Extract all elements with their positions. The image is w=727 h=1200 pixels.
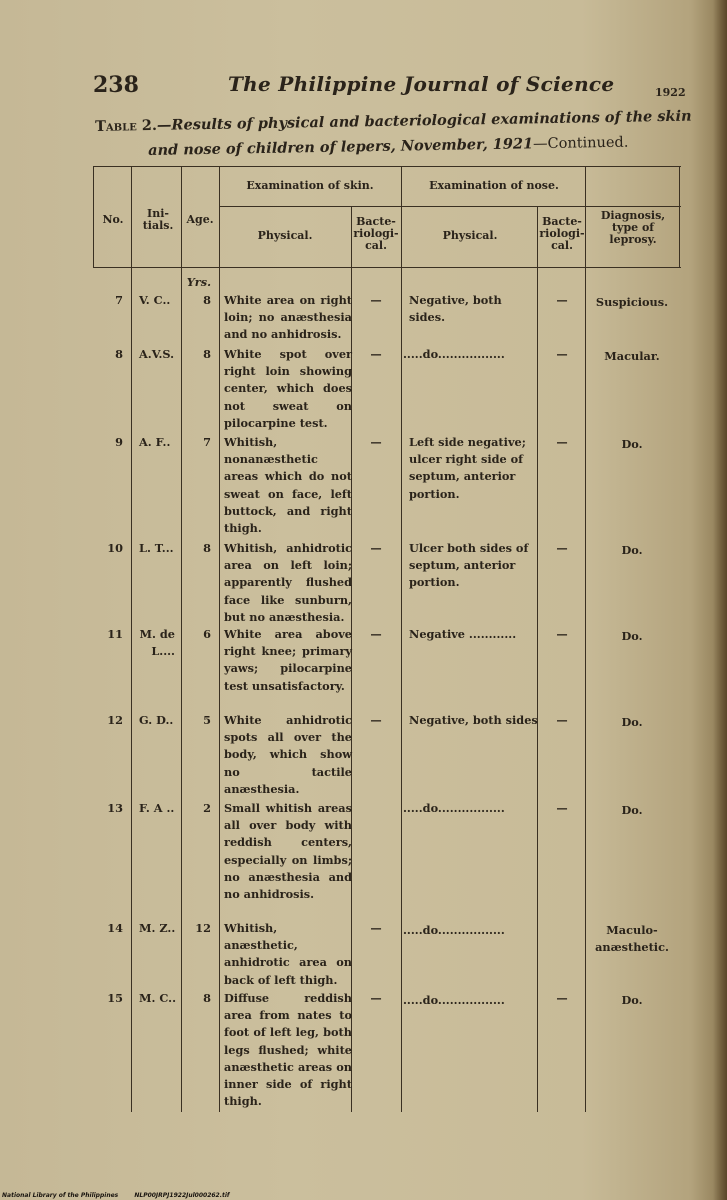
rule-nose <box>585 166 586 1112</box>
table-caption-line1 <box>95 108 692 135</box>
cell-initials: M. Z.. <box>139 921 176 935</box>
cell-age: 8 <box>203 293 211 307</box>
cell-skin-bact: — <box>370 347 382 361</box>
table-caption-text2: and nose of children of lepers, November, 1921 <box>148 135 534 159</box>
page-number: 238 <box>93 72 139 98</box>
cell-age: 8 <box>203 991 211 1005</box>
cell-nose-bact: — <box>556 347 568 361</box>
rule-no <box>131 166 132 1112</box>
cell-initials: V. C.. <box>139 293 171 307</box>
cell-no: 12 <box>107 713 123 727</box>
cell-nose-physical: Negative, both sides <box>409 713 538 727</box>
rule-left <box>93 166 94 267</box>
cell-diagnosis: Do. <box>621 629 643 643</box>
cell-diagnosis: Do. <box>621 715 643 729</box>
rule-skin <box>401 166 402 1112</box>
cell-no: 13 <box>107 801 123 815</box>
cell-nose-bact: — <box>556 713 568 727</box>
cell-no: 14 <box>107 921 123 935</box>
cell-no: 7 <box>115 293 123 307</box>
cell-skin-physical: White anhidrotic spots all over the body, which show no tactile anæsthesia. <box>224 713 352 796</box>
cell-nose-physical: Ulcer both sides of septum, anterior portion. <box>409 541 529 590</box>
cell-nose-bact: — <box>556 991 568 1005</box>
cell-skin-physical: White area on right loin; no anæsthesia and no anhidrosis. <box>224 293 352 342</box>
cell-no: 15 <box>107 991 123 1005</box>
header-nose-group: Examination of nose. <box>429 179 559 192</box>
cell-age: 7 <box>203 435 211 449</box>
cell-no: 10 <box>107 541 123 555</box>
cell-age: 12 <box>195 921 211 935</box>
page-binding-shadow <box>713 0 727 1200</box>
cell-no: 11 <box>107 627 123 641</box>
cell-nose-physical: .....do................. <box>403 347 505 361</box>
cell-diagnosis: Maculo-anæsthetic. <box>595 923 669 955</box>
cell-age: 6 <box>203 627 211 641</box>
cell-age: 8 <box>203 541 211 555</box>
cell-nose-bact: — <box>556 541 568 555</box>
cell-skin-bact: — <box>370 293 382 307</box>
cell-nose-physical: .....do................. <box>403 993 505 1007</box>
cell-skin-bact: — <box>370 541 382 555</box>
header-nose-physical: Physical. <box>442 229 498 242</box>
header-nose-bacteriological: Bacte-riologi-cal. <box>539 215 585 252</box>
cell-skin-physical: Whitish, nonanæsthetic areas which do not sweat on face, left buttock, and right thigh. <box>224 435 352 536</box>
cell-nose-bact: — <box>556 435 568 449</box>
header-skin-bacteriological: Bacte-riologi-cal. <box>353 215 399 252</box>
cell-nose-bact: — <box>556 801 568 815</box>
cell-diagnosis: Do. <box>621 543 643 557</box>
age-unit: Yrs. <box>186 275 211 289</box>
cell-age: 2 <box>203 801 211 815</box>
cell-nose-physical: Negative ............ <box>409 627 517 641</box>
cell-nose-physical: .....do................. <box>403 923 505 937</box>
cell-skin-physical: White spot over right loin showing center, which does not sweat on pilocarpine test. <box>224 347 352 430</box>
scan-footer <box>2 1192 244 1199</box>
header-diagnosis: Diagnosis, type of leprosy. <box>600 209 666 246</box>
table-caption-continued: —Continued. <box>532 134 629 153</box>
cell-diagnosis: Do. <box>621 803 643 817</box>
cell-skin-bact: — <box>370 435 382 449</box>
header-initials: Ini-tials. <box>142 207 174 232</box>
cell-nose-physical: Left side negative; ulcer right side of septum, anterior portion. <box>409 435 526 501</box>
cell-diagnosis: Do. <box>621 437 643 451</box>
cell-skin-bact: — <box>370 921 382 935</box>
cell-skin-physical: Whitish, anæsthetic, anhidrotic area on back of left thigh. <box>224 921 352 987</box>
table-caption-line2 <box>148 134 629 159</box>
cell-nose-physical: .....do................. <box>403 801 505 815</box>
rule-nose-physical <box>537 206 538 1112</box>
cell-diagnosis: Macular. <box>604 349 660 363</box>
cell-no: 8 <box>115 347 123 361</box>
cell-skin-bact: — <box>370 627 382 641</box>
cell-skin-physical: Whitish, anhidrotic area on left loin; apparently flushed face like sunburn, but no anæsthesia. <box>224 541 352 624</box>
header-no: No. <box>102 213 124 226</box>
cell-initials: G. D.. <box>139 713 174 727</box>
rule-age <box>219 166 220 1112</box>
footer-library: National Library of the Philippines <box>2 1192 119 1199</box>
cell-no: 9 <box>115 435 123 449</box>
cell-skin-physical: Small whitish areas all over body with reddish centers, especially on limbs; no anæsthesia and no anhidrosis. <box>224 801 352 902</box>
cell-initials: L. T... <box>139 541 174 555</box>
table-caption-text1: —Results of physical and bacteriological examinations of the skin <box>156 107 692 134</box>
results-table <box>93 166 681 1112</box>
cell-nose-physical: Negative, both sides. <box>409 293 502 325</box>
cell-skin-physical: White area above right knee; primary yaws; pilocarpine test unsatisfactory. <box>224 627 352 693</box>
running-head-title: The Philippine Journal of Science <box>228 72 615 96</box>
cell-initials: A.V.S. <box>139 347 175 361</box>
cell-initials: M. C.. <box>139 991 177 1005</box>
cell-initials: F. A .. <box>139 801 175 815</box>
cell-age: 5 <box>203 713 211 727</box>
table-label: Table 2. <box>95 116 158 135</box>
cell-skin-bact: — <box>370 713 382 727</box>
header-age: Age. <box>186 213 214 226</box>
footer-file: NLP00JRPJ1922Jul000262.tif <box>134 1192 230 1199</box>
running-head-year: 1922 <box>655 86 686 99</box>
cell-age: 8 <box>203 347 211 361</box>
header-skin-physical: Physical. <box>257 229 313 242</box>
group-header-rule <box>219 206 681 207</box>
cell-diagnosis: Suspicious. <box>595 295 669 309</box>
cell-skin-physical: Diffuse reddish area from nates to foot of left leg, both legs flushed; white anæsthetic areas on inner side of right thigh. <box>224 991 352 1109</box>
cell-skin-bact: — <box>370 991 382 1005</box>
cell-initials: A. F.. <box>139 435 171 449</box>
cell-nose-bact: — <box>556 627 568 641</box>
cell-initials: M. de L.... <box>139 627 175 659</box>
cell-nose-bact: — <box>556 293 568 307</box>
header-skin-group: Examination of skin. <box>246 179 374 192</box>
cell-diagnosis: Do. <box>621 993 643 1007</box>
rule-right <box>679 166 680 267</box>
